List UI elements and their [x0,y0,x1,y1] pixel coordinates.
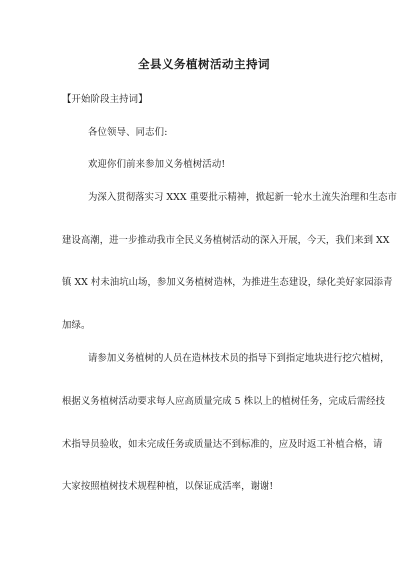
paragraph2-line: 大家按照植树技术规程种植，以保证成活率，谢谢! [62,481,274,492]
welcome-line: 欢迎你们前来参加义务植树活动! [88,159,226,170]
paragraph1-line: 为深入贯彻落实习 XXX 重要批示精神，掀起新一轮水土流失治理和生态市 [88,192,397,203]
paragraph2-line: 术指导员验收，如未完成任务或质量达不到标准的，应及时返工补植合格，请 [62,439,383,450]
paragraph1-line: 建设高潮，进一步推动我市全民义务植树活动的深入开展，今天，我们来到 XX [62,235,390,246]
paragraph1-line: 加绿。 [62,320,91,331]
greeting-line: 各位领导、同志们: [88,127,168,138]
document-title: 全县义务植树活动主持词 [138,57,270,71]
paragraph1-line: 镇 XX 村未油坑山场，参加义务植树造林，为推进生态建设，绿化美好家园添青 [62,277,393,288]
section-heading: 【开始阶段主持词】 [62,94,148,105]
paragraph2-line: 根据义务植树活动要求每人应高质量完成 5 株以上的植树任务，完成后需经技 [62,396,386,407]
paragraph2-line: 请参加义务植树的人员在造林技术员的指导下到指定地块进行挖穴植树， [88,353,390,364]
